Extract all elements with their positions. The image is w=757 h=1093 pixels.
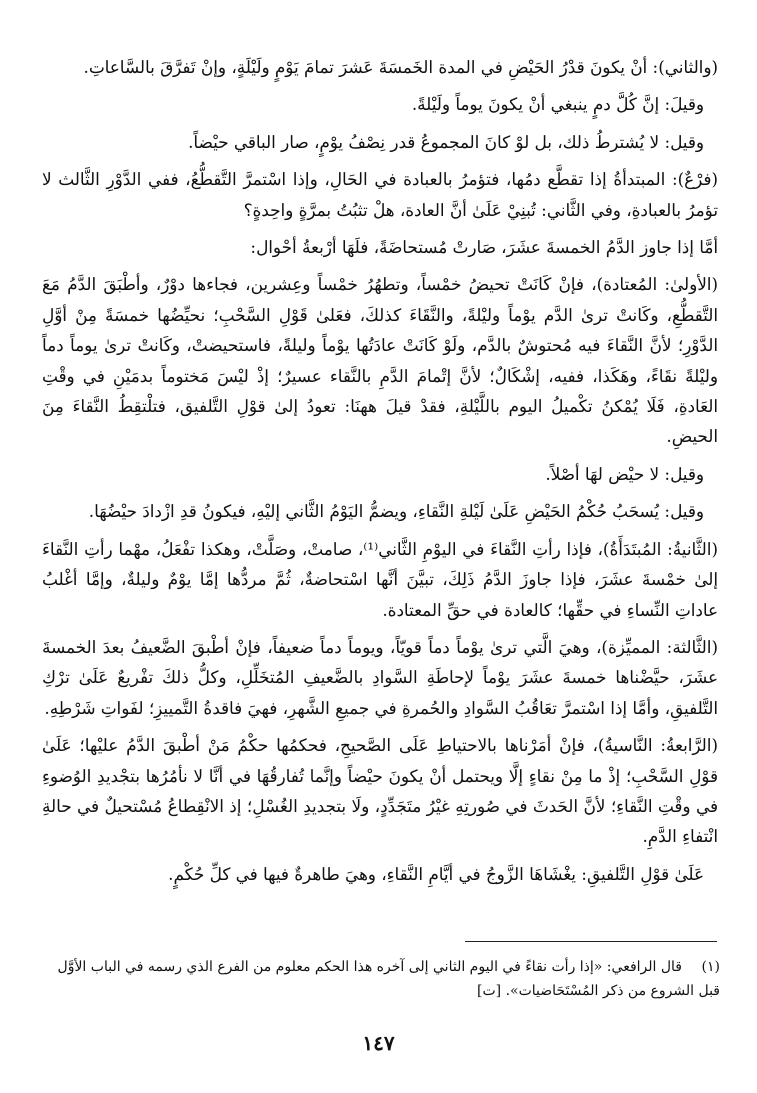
footnote bbox=[44, 955, 720, 1003]
paragraph-fourth-state: (الرَّابعةُ: النَّاسيةُ)، فإنْ أمَرْناها بالاحتياطِ عَلَى الصَّحيحِ، فحكمُها حكْمُ مَنْ أطْبقَ الدَّمُ عليْها؛ عَلَىٰ قوْلِ السَّحْبِ؛ إذْ ما مِنْ نقاءٍ إلَّا ويحتمل أنْ يكونَ حيْضاً وإنَّما تُفارقُهَا في أنَّا لا نأمُرُها بتجْديدِ الوُضوءِ في وقْتِ النَّقاءِ؛ لأنَّ الحَدثَ في صُورتِهِ غيْرُ متَجَدِّدٍ، ولَا بتجديدِ الغُسْلِ؛ إذ الانْقِطاعُ مُسْتحيلٌ في حالةِ انْتفاءِ الدَّمِ. bbox=[42, 735, 718, 847]
footnote-number: (١) bbox=[701, 959, 720, 975]
paragraph-second-state: (الثَّانيةُ: المُبتَدَأَةُ)، فإذا رأتِ النَّقاءَ في اليوْمِ الثَّاني⁽¹⁾، صامتْ، وصَلَّتْ، وهكذا تفْعَلُ، مهْما رأتِ النَّقاءَ إلىٰ خمْسةَ عشَرَ، فإذا جاوزَ الدَّمُ ذَلِكَ، تبيَّنَ أنَّها اسْتحاضةٌ، ثُمَّ مردُّها إمَّا يوْمٌ وليلةٌ، وإمَّا أغْلبُ عاداتِ النِّساءِ في حقِّها؛ كالعادة في حقِّ المعتادة. bbox=[42, 538, 718, 620]
paragraph-talfiq: عَلَىٰ قوْلِ التَّلفيقِ: يغْشَاهَا الزَّوجُ في أيَّامِ النَّقاءِ، وهيَ طاهرةٌ فيها في كلِّ حُكْمٍ. bbox=[168, 863, 704, 884]
paragraph-branch: (فرْعٌ): المبتدأةُ إذا تقطَّع دمُها، فتؤمرُ بالعبادة في الحَالِ، وإذا اسْتمرَّ التَّقطُّعُ، ففي الدَّوْرِ الثَّالث لا تؤمرُ بالعبادةِ، وفي الثَّاني: تُبنِيْ عَلَىٰ أنَّ العادة، هلْ تثبُتُ بمرَّةٍ واحِدةٍ؟ bbox=[42, 169, 718, 220]
paragraph-drag-ruling: وقيل: يُسحَبُ حُكْمُ الحَيْضِ عَلَىٰ لَيْلةِ النَّقاءِ، ويضمُّ اليَوْمُ الثَّاني إليْهِ، فيكونُ قدِ ازْدادَ حيْضُهَا. bbox=[88, 501, 704, 522]
paragraph-second-view: (والثاني): أنْ يكونَ قدْرُ الحَيْضِ في المدة الخَمسَةَ عَشرَ تمامَ يَوْمٍ ولَيْلَةٍ، وإنْ تَفرَّقَ بالسَّاعاتِ. bbox=[83, 57, 718, 77]
footnote-separator bbox=[465, 941, 717, 942]
page-number: ١٤٧ bbox=[362, 1031, 395, 1055]
paragraph-third-state: (الثَّالثة: المميِّزة)، وهيَ الَّتي ترىٰ يوْماً دماً قويّاً، ويوماً دماً ضعيفاً، فإنْ أطْبقَ الضَّعيفُ بعدَ الخمسةَ عشَرَ، حيَّضْناها خمسةَ عشَرَ يوْماً لإحاطَةِ السَّوادِ بالضَّعيفِ المُتخَلِّلِ، وكلُّ ذلكَ تفْريعٌ عَلَىٰ ترْكِ التَّلفيقِ، وأمَّا إذا اسْتمرَّ تعَاقُبُ السَّوادِ والحُمرةِ في جميعِ الشَّهرِ، فهيَ فاقدةُ التَّمييزِ؛ لفَواتِ شَرْطِهِ. bbox=[42, 636, 718, 718]
page-body bbox=[42, 52, 718, 896]
paragraph-no-menses: وقيل: لا حيْض لهَا أصْلاً. bbox=[545, 463, 704, 484]
paragraph-not-required: وقيل: لا يُشترطُ ذلك، بل لوْ كانَ المجموعُ قدر نِصْفُ يوْمٍ، صار الباقي حيْضاً. bbox=[188, 131, 704, 152]
paragraph-four-states: أمَّا إذا جاوز الدَّمُ الخمسةَ عشَرَ، صَارتْ مُستحاضَةً، فلَهَا أرْبعةُ أحْوال: bbox=[250, 237, 718, 258]
paragraph-first-state: (الأولىٰ: المُعتادة)، فإنْ كَانَتْ تحيضُ خمْساً، وتطهُرُ خمْساً وعِشرين، فجاءها دوْرٌ، وأطْبَقَ الدَّمُ مَعَ التَّقطُّعِ، وكَانتْ ترىٰ الدَّم يوْماً وليْلةً، والنَّقَاءَ كذلكَ، فعَلىٰ قَوْلِ السَّحْبِ؛ نحيِّضُها خمسَةً مِنْ أوَّلِ الدَّوْرِ؛ لأنَّ النَّقاءَ فيه مُحتوشٌ بالدَّم، ولَوْ كَانَتْ عادَتُها يوْماً وليلةً، فاستحيضتْ، وكَانتْ ترىٰ يوماً دماً وليْلةً نقَاءً، وهَكَذا، ففيه، إشْكَالٌ؛ لأنَّ إتْمامَ الدَّمِ بالنَّقاء عسيرٌ؛ إذْ ليْسَ مَختوماً بدمَيْنِ في وقْتِ العَادةِ، فَلَا يُمْكنُ تكْميلُ اليوم باللَّيْلةِ، فقدْ قيلَ ههنَا: تعودُ إلىٰ قوْلِ التَّلفيق، فتلْتقِطُ النَّقاءَ مِنَ الحيضِ. bbox=[42, 274, 718, 447]
footnote-text: قال الرافعي: «إذا رأت نقاءً في اليوم الثاني إلى آخره هذا الحكم معلوم من الفرع الذي رسمه في الباب الأوَّل قبل الشروع من ذكر المُسْتَحَاضيات». [ت] bbox=[57, 959, 720, 999]
paragraph-every-blood: وقيلَ: إنَّ كُلَّ دمٍ ينبغي أنْ يكونَ يوماً ولَيْلةً. bbox=[411, 94, 704, 115]
